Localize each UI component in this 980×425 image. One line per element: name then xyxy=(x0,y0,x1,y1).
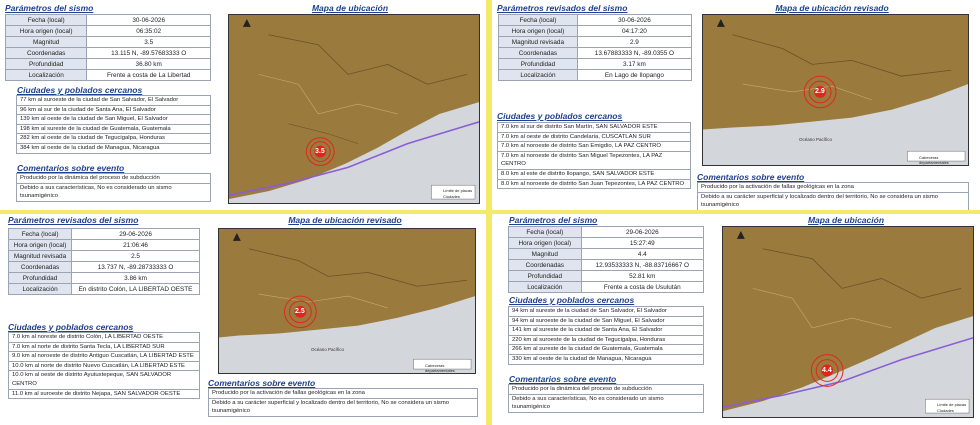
report-panel-2 xyxy=(492,0,980,210)
list-item: 7.0 km al oeste de distrito Candelaria, CUSCATLAN SUR xyxy=(497,133,691,143)
list-item: Producido por la dinámica del proceso de subducción xyxy=(508,384,704,395)
location-map xyxy=(228,14,480,204)
cities-title: Ciudades y poblados cercanos xyxy=(497,111,623,121)
table-row xyxy=(9,240,200,251)
list-item: 7.0 km al noreste de distrito Colón, LA LIBERTAD OESTE xyxy=(8,332,200,343)
param-label: Fecha (local) xyxy=(9,229,72,240)
table-row xyxy=(6,70,211,81)
param-label: Fecha (local) xyxy=(499,15,578,26)
cities-title: Ciudades y poblados cercanos xyxy=(8,322,134,332)
param-label: Coordenadas xyxy=(6,48,87,59)
params-title: Parámetros revisados del sismo xyxy=(497,3,628,13)
param-value: 3.5 xyxy=(87,37,211,48)
map-title: Mapa de ubicación revisado xyxy=(775,3,889,13)
param-value: 06:35:02 xyxy=(87,26,211,37)
cities-list xyxy=(497,122,691,189)
param-label: Hora origen (local) xyxy=(499,26,578,37)
comments-list xyxy=(508,384,704,413)
list-item: 139 km al oeste de la ciudad de San Miguel, El Salvador xyxy=(16,115,211,125)
table-row xyxy=(499,48,692,59)
list-item: Debido a sus características, No es considerado un sismo tsunamigénico xyxy=(508,395,704,413)
list-item: Producido por la activación de fallas geológicas en la zona xyxy=(697,182,969,193)
param-value: 4.4 xyxy=(581,249,703,260)
param-value: 29-06-2026 xyxy=(581,227,703,238)
param-value: 13.115 N, -89.57683333 O xyxy=(87,48,211,59)
param-label: Magnitud revisada xyxy=(499,37,578,48)
param-label: Localización xyxy=(509,282,582,293)
table-row xyxy=(9,229,200,240)
list-item: Debido a su carácter superficial y localizado dentro del territorio, No se considera un sismo tsunamigénico xyxy=(208,399,478,417)
legend-capitals: Cabeceras departamentales xyxy=(919,155,949,165)
table-row xyxy=(6,48,211,59)
magnitude-marker-label: 2.9 xyxy=(815,88,825,95)
table-row xyxy=(499,26,692,37)
comments-title: Comentarios sobre evento xyxy=(208,378,316,388)
table-row xyxy=(6,59,211,70)
table-row xyxy=(6,15,211,26)
param-label: Profundidad xyxy=(509,271,582,282)
param-value: 2.9 xyxy=(577,37,691,48)
param-label: Localización xyxy=(499,70,578,81)
param-value: En distrito Colón, LA LIBERTAD OESTE xyxy=(72,284,200,295)
list-item: Debido a sus características, No es considerado un sismo tsunamigénico xyxy=(16,184,211,202)
cities-title: Ciudades y poblados cercanos xyxy=(509,295,635,305)
list-item: 7.0 km al norte de distrito Santa Tecla, LA LIBERTAD SUR xyxy=(8,343,200,353)
list-item: 220 km al suroeste de la ciudad de Tegucigalpa, Honduras xyxy=(508,336,704,346)
list-item: 7.0 km al sur de distrito San Martín, SAN SALVADOR ESTE xyxy=(497,122,691,133)
table-row xyxy=(9,284,200,295)
list-item: 330 km al oeste de la ciudad de Managua, Nicaragua xyxy=(508,355,704,365)
location-map xyxy=(722,226,974,418)
param-label: Localización xyxy=(6,70,87,81)
list-item: Producido por la activación de fallas geológicas en la zona xyxy=(208,388,478,399)
param-value: Frente a costa de La Libertad xyxy=(87,70,211,81)
map-title: Mapa de ubicación revisado xyxy=(288,215,402,225)
report-panel-1 xyxy=(0,0,486,210)
param-value: 15:27:49 xyxy=(581,238,703,249)
table-row xyxy=(499,15,692,26)
location-map xyxy=(702,14,969,166)
params-title: Parámetros revisados del sismo xyxy=(8,215,139,225)
table-row xyxy=(9,251,200,262)
param-value: 36.80 km xyxy=(87,59,211,70)
table-row xyxy=(509,227,704,238)
param-value: 30-06-2026 xyxy=(577,15,691,26)
list-item: 10.0 km al norte de distrito Nuevo Cuscatlán, LA LIBERTAD ESTE xyxy=(8,362,200,372)
param-value: 29-06-2026 xyxy=(72,229,200,240)
params-table xyxy=(508,226,704,293)
cities-title: Ciudades y poblados cercanos xyxy=(17,85,143,95)
params-title: Parámetros del sismo xyxy=(509,215,598,225)
param-value: 21:06:46 xyxy=(72,240,200,251)
map-title: Mapa de ubicación xyxy=(311,3,389,13)
params-table xyxy=(498,14,692,81)
param-label: Fecha (local) xyxy=(6,15,87,26)
legend-cities: Ciudades xyxy=(937,408,954,413)
param-label: Profundidad xyxy=(499,59,578,70)
comments-list xyxy=(16,173,211,202)
comments-title: Comentarios sobre evento xyxy=(509,374,617,384)
list-item: 7.0 km al noroeste de distrito San Miguel Tepezontes, LA PAZ CENTRO xyxy=(497,152,691,170)
table-row xyxy=(509,260,704,271)
param-value: 52.81 km xyxy=(581,271,703,282)
param-value: 04:17:20 xyxy=(577,26,691,37)
list-item: 8.0 km al este de distrito Ilopango, SAN SALVADOR ESTE xyxy=(497,170,691,180)
comments-list xyxy=(697,182,969,210)
map-title: Mapa de ubicación xyxy=(807,215,885,225)
table-row xyxy=(9,262,200,273)
list-item: 94 km al suroeste de la ciudad de San Miguel, El Salvador xyxy=(508,317,704,327)
cities-list xyxy=(16,95,211,154)
param-label: Hora origen (local) xyxy=(509,238,582,249)
table-row xyxy=(509,249,704,260)
list-item: Debido a su carácter superficial y localizado dentro del territorio, No se considera un sismo tsunamigénico xyxy=(697,193,969,210)
list-item: 94 km al sureste de la ciudad de San Salvador, El Salvador xyxy=(508,306,704,317)
list-item: 7.0 km al noroeste de distrito San Emigdio, LA PAZ CENTRO xyxy=(497,142,691,152)
param-label: Magnitud xyxy=(6,37,87,48)
comments-title: Comentarios sobre evento xyxy=(697,172,805,182)
legend-plate-limit: Límite de placas xyxy=(937,402,967,407)
report-panel-3 xyxy=(0,214,486,425)
cities-list xyxy=(8,332,200,399)
params-title: Parámetros del sismo xyxy=(5,3,94,13)
list-item: 141 km al sureste de la ciudad de Santa Ana, El Salvador xyxy=(508,326,704,336)
table-row xyxy=(6,37,211,48)
table-row xyxy=(499,37,692,48)
param-label: Magnitud xyxy=(509,249,582,260)
param-value: 30-06-2026 xyxy=(87,15,211,26)
legend-plate-limit: Límite de placas xyxy=(443,188,473,193)
comments-title: Comentarios sobre evento xyxy=(17,163,125,173)
magnitude-marker-label: 2.5 xyxy=(295,308,305,315)
legend-cities: Ciudades xyxy=(443,194,460,199)
param-label: Coordenadas xyxy=(499,48,578,59)
param-value: En Lago de Ilopango xyxy=(577,70,691,81)
location-map xyxy=(218,228,476,374)
param-value: 2.5 xyxy=(72,251,200,262)
list-item: 282 km al oeste de la ciudad de Tegucigalpa, Honduras xyxy=(16,134,211,144)
magnitude-marker-label: 4.4 xyxy=(822,367,832,374)
list-item: 384 km al oeste de la ciudad de Managua, Nicaragua xyxy=(16,144,211,154)
table-row xyxy=(509,271,704,282)
ocean-label: Océano Pacífico xyxy=(799,137,833,142)
list-item: 8.0 km al noroeste de distrito San Juan Tepezontes, LA PAZ CENTRO xyxy=(497,180,691,190)
params-table xyxy=(8,228,200,295)
param-label: Localización xyxy=(9,284,72,295)
list-item: 198 km al sureste de la ciudad de Guatemala, Guatemala xyxy=(16,125,211,135)
table-row xyxy=(509,238,704,249)
table-row xyxy=(499,70,692,81)
param-value: 3.17 km xyxy=(577,59,691,70)
report-panel-4 xyxy=(492,214,980,425)
param-label: Coordenadas xyxy=(509,260,582,271)
param-label: Fecha (local) xyxy=(509,227,582,238)
list-item: 96 km al sur de la ciudad de Santa Ana, El Salvador xyxy=(16,106,211,116)
table-row xyxy=(499,59,692,70)
magnitude-marker-label: 3.5 xyxy=(315,148,325,155)
comments-list xyxy=(208,388,478,417)
cities-list xyxy=(508,306,704,365)
param-label: Magnitud revisada xyxy=(9,251,72,262)
param-value: Frente a costa de Usulután xyxy=(581,282,703,293)
table-row xyxy=(6,26,211,37)
list-item: 11.0 km al suroeste de distrito Nejapa, SAN SALVADOR OESTE xyxy=(8,390,200,400)
param-value: 12.93533333 N, -88.83716667 O xyxy=(581,260,703,271)
param-label: Coordenadas xyxy=(9,262,72,273)
list-item: 266 km al sureste de la ciudad de Guatemala, Guatemala xyxy=(508,345,704,355)
param-label: Profundidad xyxy=(9,273,72,284)
param-label: Profundidad xyxy=(6,59,87,70)
params-table xyxy=(5,14,211,81)
param-value: 13.67883333 N, -89.0355 O xyxy=(577,48,691,59)
ocean-label: Océano Pacífico xyxy=(311,347,345,352)
table-row xyxy=(509,282,704,293)
list-item: 77 km al suroeste de la ciudad de San Salvador, El Salvador xyxy=(16,95,211,106)
list-item: 9.0 km al noroeste de distrito Antiguo Cuscatlán, LA LIBERTAD ESTE xyxy=(8,352,200,362)
param-value: 13.737 N, -89.28733333 O xyxy=(72,262,200,273)
param-label: Hora origen (local) xyxy=(6,26,87,37)
list-item: 10.0 km al oeste de distrito Ayutuxtepeque, SAN SALVADOR CENTRO xyxy=(8,371,200,389)
param-value: 3.86 km xyxy=(72,273,200,284)
param-label: Hora origen (local) xyxy=(9,240,72,251)
list-item: Producido por la dinámica del proceso de subducción xyxy=(16,173,211,184)
table-row xyxy=(9,273,200,284)
legend-capitals: Cabeceras departamentales xyxy=(425,363,455,373)
